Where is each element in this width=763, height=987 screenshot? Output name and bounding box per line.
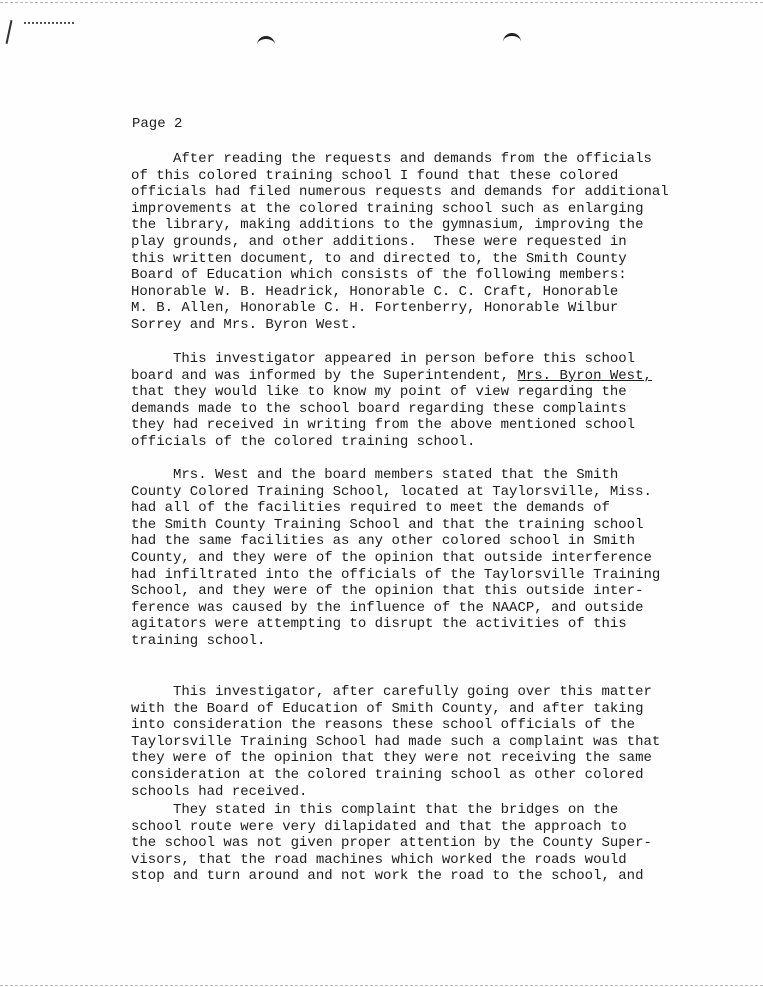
paragraph-5 <box>131 802 652 885</box>
corner-dotted-mark <box>24 22 74 28</box>
paragraph-line: visors, that the road machines which worked the roads would <box>131 851 627 868</box>
paragraph-line: ference was caused by the influence of the NAACP, and outside <box>131 599 644 616</box>
paragraph-line: Honorable W. B. Headrick, Honorable C. C. Craft, Honorable <box>131 283 619 300</box>
paragraph-line: School, and they were of the opinion that this outside inter- <box>131 583 644 600</box>
paragraph-line: Taylorsville Training School had made such a complaint was that <box>131 733 661 750</box>
paragraph-line: play grounds, and other additions. These were requested in <box>131 233 627 250</box>
staple-mark-left <box>257 36 275 49</box>
underlined-superintendent-name: Mrs. Byron West, <box>517 367 652 384</box>
paragraph-3 <box>131 467 660 650</box>
paragraph-line: training school. <box>131 632 266 649</box>
paragraph-line-text: board and was informed by the Superintendent, <box>131 367 518 384</box>
paragraph-line: had the same facilities as any other colored school in Smith <box>131 533 636 550</box>
paragraph-line: Sorrey and Mrs. Byron West. <box>131 316 358 333</box>
paragraph-line: had all of the facilities required to meet the demands of <box>131 500 610 517</box>
paragraph-line: consideration at the colored training school as other colored <box>131 766 644 783</box>
paragraph-line: agitators were attempting to disrupt the activities of this <box>131 616 627 633</box>
paragraph-line: officials had filed numerous requests and demands for additional <box>131 184 669 201</box>
paragraph-line: they were of the opinion that they were not receiving the same <box>131 750 652 767</box>
paragraph-line: M. B. Allen, Honorable C. H. Fortenberry, Honorable Wilbur <box>131 300 619 317</box>
page-number-label: Page 2 <box>132 116 183 132</box>
staple-mark-right <box>503 33 521 46</box>
page-bottom-edge <box>0 985 763 986</box>
paragraph-2 <box>131 351 652 451</box>
paragraph-line: with the Board of Education of Smith County, and after taking <box>131 700 644 717</box>
paragraph-line: this written document, to and directed to, the Smith County <box>131 250 627 267</box>
paragraph-line: that they would like to know my point of view regarding the <box>131 384 627 401</box>
paragraph-4 <box>131 684 660 800</box>
paragraph-line: the school was not given proper attention by the County Super- <box>131 835 652 852</box>
page-top-edge <box>0 2 763 3</box>
paragraph-line: officials of the colored training school. <box>131 433 476 450</box>
paragraph-line: they had received in writing from the above mentioned school <box>131 417 636 434</box>
paragraph-1 <box>131 151 669 334</box>
corner-pen-mark <box>6 20 13 44</box>
paragraph-line: Mrs. West and the board members stated that the Smith <box>131 467 619 483</box>
paragraph-line: the Smith County Training School and that the training school <box>131 516 644 533</box>
paragraph-line: had infiltrated into the officials of the Taylorsville Training <box>131 566 661 583</box>
paragraph-line-with-name <box>131 368 652 385</box>
paragraph-line: the library, making additions to the gymnasium, improving the <box>131 217 644 234</box>
paragraph-line: schools had received. <box>131 783 308 800</box>
paragraph-line: After reading the requests and demands from the officials <box>131 151 652 167</box>
paragraph-line: improvements at the colored training school such as enlarging <box>131 200 644 217</box>
paragraph-line: They stated in this complaint that the bridges on the <box>131 802 619 818</box>
paragraph-line: County, and they were of the opinion that outside interference <box>131 549 652 566</box>
paragraph-line: into consideration the reasons these school officials of the <box>131 717 636 734</box>
paragraph-line: County Colored Training School, located at Taylorsville, Miss. <box>131 483 652 500</box>
paragraph-line: This investigator appeared in person before this school <box>131 351 636 367</box>
paragraph-line: stop and turn around and not work the road to the school, and <box>131 868 644 885</box>
paragraph-line: This investigator, after carefully going over this matter <box>131 684 652 700</box>
paragraph-line: Board of Education which consists of the following members: <box>131 267 627 284</box>
paragraph-line: demands made to the school board regarding these complaints <box>131 400 627 417</box>
paragraph-line: of this colored training school I found that these colored <box>131 167 619 184</box>
paragraph-line: school route were very dilapidated and that the approach to <box>131 818 627 835</box>
